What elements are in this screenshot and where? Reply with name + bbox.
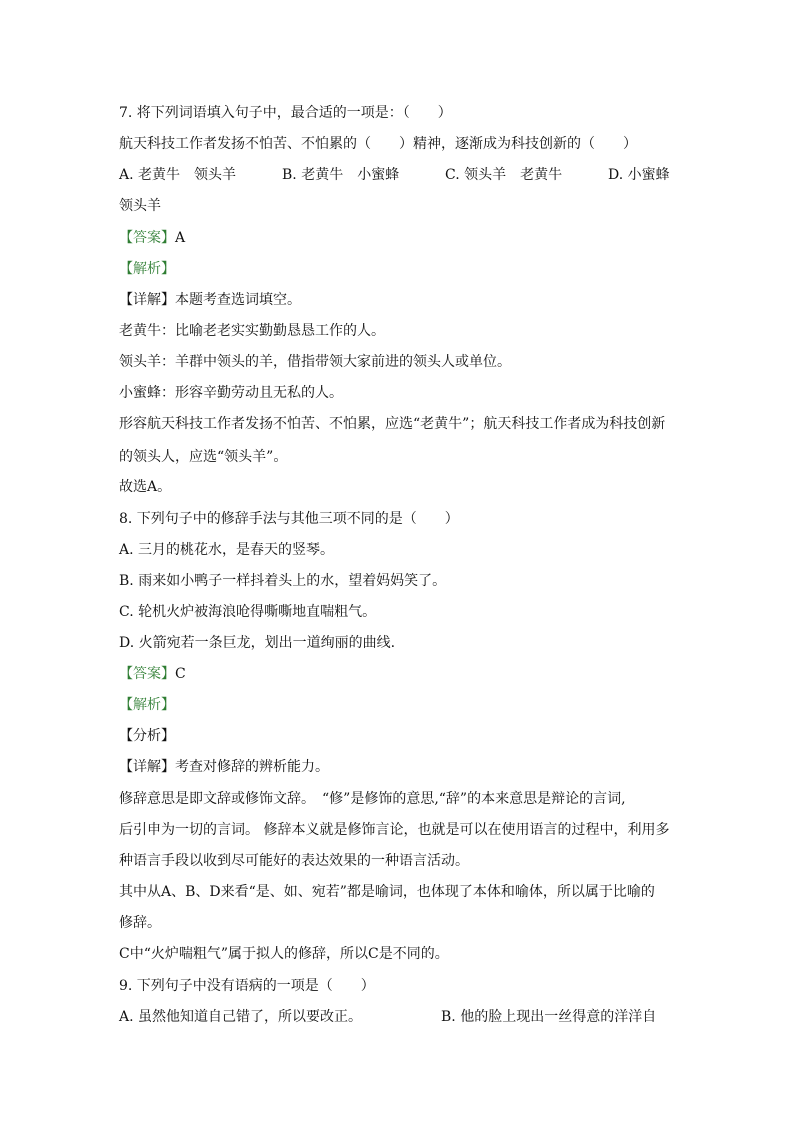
- analysis-tag: 【解析】: [119, 261, 175, 277]
- q7-option-b: B. 老黄牛 小蜜蜂: [282, 167, 400, 183]
- q7-line-4: 形容航天科技工作者发扬不怕苦、不怕累，应选“老黄牛”；航天科技工作者成为科技创新: [119, 416, 666, 432]
- answer-tag: 【答案】: [119, 230, 175, 246]
- q7-stem: 7. 将下列词语填入句子中，最合适的一项是：（ ）: [119, 105, 452, 121]
- q7-option-a: A. 老黄牛 领头羊: [119, 167, 237, 183]
- q7-option-c: C. 领头羊 老黄牛: [445, 167, 563, 183]
- answer-tag: 【答案】: [119, 666, 175, 682]
- q8-option-d: D. 火箭宛若一条巨龙，划出一道绚丽的曲线.: [119, 635, 396, 651]
- q7-analysis-heading: [119, 260, 175, 278]
- q7-option-d-wrap: 领头羊: [119, 198, 161, 214]
- q7-line-3: 小蜜蜂：形容辛勤劳动且无私的人。: [119, 385, 343, 401]
- q7-option-d: D. 小蜜蜂: [608, 167, 670, 183]
- detail-tag: 【详解】: [119, 759, 175, 775]
- q9-option-a: A. 虽然他知道自己错了，所以要改正。: [119, 1009, 363, 1025]
- q8-line-5: 修辞。: [119, 915, 161, 931]
- q7-detail: [119, 291, 301, 309]
- q8-line-3: 种语言手段以收到尽可能好的表达效果的一种语言活动。: [119, 853, 469, 869]
- q8-analysis-heading: [119, 696, 175, 714]
- q9-option-b: B. 他的脸上现出一丝得意的洋洋自: [441, 1009, 657, 1025]
- detail-tag: 【详解】: [119, 292, 175, 308]
- q8-option-a: A. 三月的桃花水，是春天的竖琴。: [119, 542, 335, 558]
- q7-sentence: 航天科技工作者发扬不怕苦、不怕累的（ ）精神，逐渐成为科技创新的（ ）: [119, 136, 637, 152]
- q9-stem: 9. 下列句子中没有语病的一项是（ ）: [119, 978, 375, 994]
- q8-answer: [119, 665, 186, 683]
- detail-text: 本题考查选词填空。: [175, 292, 301, 308]
- q7-line-2: 领头羊：羊群中领头的羊，借指带领大家前进的领头人或单位。: [119, 354, 511, 370]
- q8-fenxi-heading: 【分析】: [119, 728, 175, 744]
- answer-value: A: [175, 230, 186, 246]
- detail-text: 考查对修辞的辨析能力。: [175, 759, 329, 775]
- q8-option-b: B. 雨来如小鸭子一样抖着头上的水，望着妈妈笑了。: [119, 573, 447, 589]
- q7-line-1: 老黄牛：比喻老老实实勤勤恳恳工作的人。: [119, 323, 385, 339]
- q8-option-c: C. 轮机火炉被海浪呛得嘶嘶地直喘粗气。: [119, 604, 377, 620]
- q7-answer: [119, 229, 185, 247]
- q8-line-2: 后引申为一切的言词。 修辞本义就是修饰言论，也就是可以在使用语言的过程中，利用多: [119, 822, 670, 838]
- answer-value: C: [175, 666, 186, 682]
- q8-stem: 8. 下列句子中的修辞手法与其他三项不同的是（ ）: [119, 511, 459, 527]
- q8-line-1: 修辞意思是即文辞或修饰文辞。 “修”是修饰的意思,“辞”的本来意思是辩论的言词,: [119, 791, 626, 807]
- q8-line-4: 其中从A、B、D来看“是、如、宛若”都是喻词，也体现了本体和喻体，所以属于比喻的: [119, 884, 655, 900]
- q7-line-5: 的领头人，应选“领头羊”。: [119, 449, 288, 465]
- analysis-tag: 【解析】: [119, 697, 175, 713]
- q8-line-6: C中“火炉喘粗气”属于拟人的修辞，所以C是不同的。: [119, 946, 449, 962]
- q8-detail: [119, 758, 329, 776]
- q7-line-6: 故选A。: [119, 479, 172, 495]
